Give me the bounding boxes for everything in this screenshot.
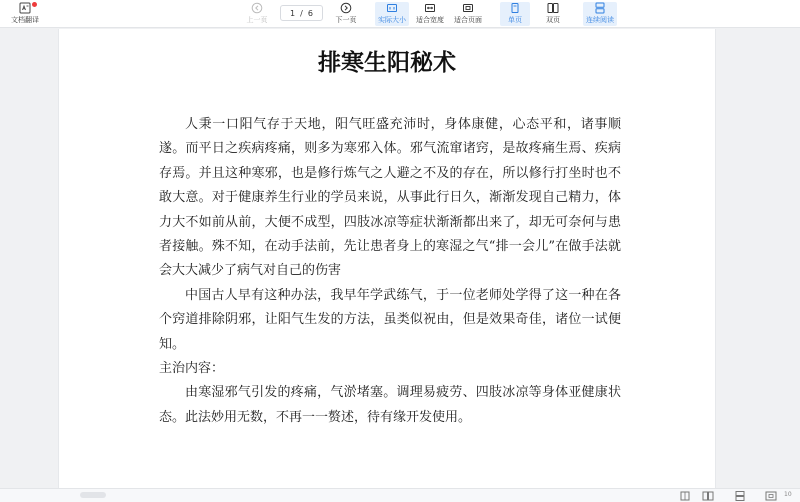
double-page-icon	[547, 2, 559, 14]
actual-size-label: 实际大小	[378, 16, 406, 24]
total-pages: 6	[307, 8, 313, 18]
page-separator: /	[300, 8, 303, 18]
paragraph-3: 主治内容：	[159, 361, 225, 377]
paragraph-4: 由寒湿邪气引发的疼痛，气淤堵塞。调理易疲劳、四肢冰凉等身体亚健康状态。此法妙用无数，不再一一赘述，待有缘开发使用。	[159, 385, 621, 425]
next-page-button[interactable]	[333, 2, 359, 26]
fit-width-label: 适合宽度	[416, 16, 444, 24]
next-page-label: 下一页	[335, 16, 357, 24]
doc-translate-button[interactable]	[8, 2, 42, 26]
continuous-read-icon	[594, 2, 606, 14]
fit-width-button[interactable]	[415, 2, 445, 26]
single-page-label: 单页	[508, 16, 522, 24]
single-page-button[interactable]	[500, 2, 530, 26]
single-page-icon	[509, 2, 521, 14]
toolbar	[0, 0, 800, 28]
translate-icon	[19, 2, 31, 14]
continuous-read-button[interactable]	[583, 2, 617, 26]
double-page-label: 双页	[546, 16, 560, 24]
fit-page-label: 适合页面	[454, 16, 482, 24]
document-page	[58, 29, 716, 488]
fit-page-icon	[462, 2, 474, 14]
prev-page-label: 上一页	[246, 16, 268, 24]
translate-label: 文档翻译	[11, 16, 39, 24]
current-page: 1	[290, 8, 296, 18]
fit-screen-icon[interactable]	[765, 491, 777, 501]
paragraph-2: 中国古人早有这种办法，我早年学武练气，于一位老师处学得了这一种在各个窍道排除阴邪，让阳气生发的方法，虽类似祝由，但是效果奇佳，诸位一试便知。	[159, 287, 621, 352]
horizontal-scrollbar[interactable]	[80, 492, 106, 498]
document-title: 排寒生阳秘术	[318, 49, 456, 76]
prev-page-button[interactable]	[244, 2, 270, 26]
paragraph-1: 人秉一口阳气存于天地，阳气旺盛充沛时，身体康健，心态平和，诸事顺遂。而平日之疾病疼痛，则多为寒邪入体。邪气流窜诸窍，是故疼痛生焉、疾病存焉。并且这种寒邪，也是修行炼气之人避之不及的存在，所以修行打坐时也不敢大意。对于健康养生行业的学员来说，从事此行日久，渐渐发现自己精力，体力大不如前从前，大便不成型，四肢冰凉等症状渐渐都出来了，却无可奈何与患者接触。殊不知，在动手法前，先让患者身上的寒湿之气“排一会儿”在做手法就会大大减少了病气对自己的伤害	[159, 117, 621, 279]
fit-page-button[interactable]	[453, 2, 483, 26]
single-view-icon[interactable]	[679, 491, 691, 501]
double-view-icon[interactable]	[702, 491, 714, 501]
chevron-right-circle-icon	[340, 2, 352, 14]
actual-size-icon	[386, 2, 398, 14]
continuous-read-label: 连续阅读	[586, 16, 614, 24]
status-bar	[0, 488, 800, 502]
page-indicator[interactable]	[280, 5, 323, 21]
double-page-button[interactable]	[538, 2, 568, 26]
actual-size-button[interactable]	[375, 2, 409, 26]
zoom-level[interactable]: 10	[784, 491, 792, 498]
chevron-left-circle-icon	[251, 2, 263, 14]
fit-width-icon	[424, 2, 436, 14]
continuous-view-icon[interactable]	[734, 491, 746, 501]
document-body	[159, 113, 621, 430]
notification-badge	[32, 2, 37, 7]
